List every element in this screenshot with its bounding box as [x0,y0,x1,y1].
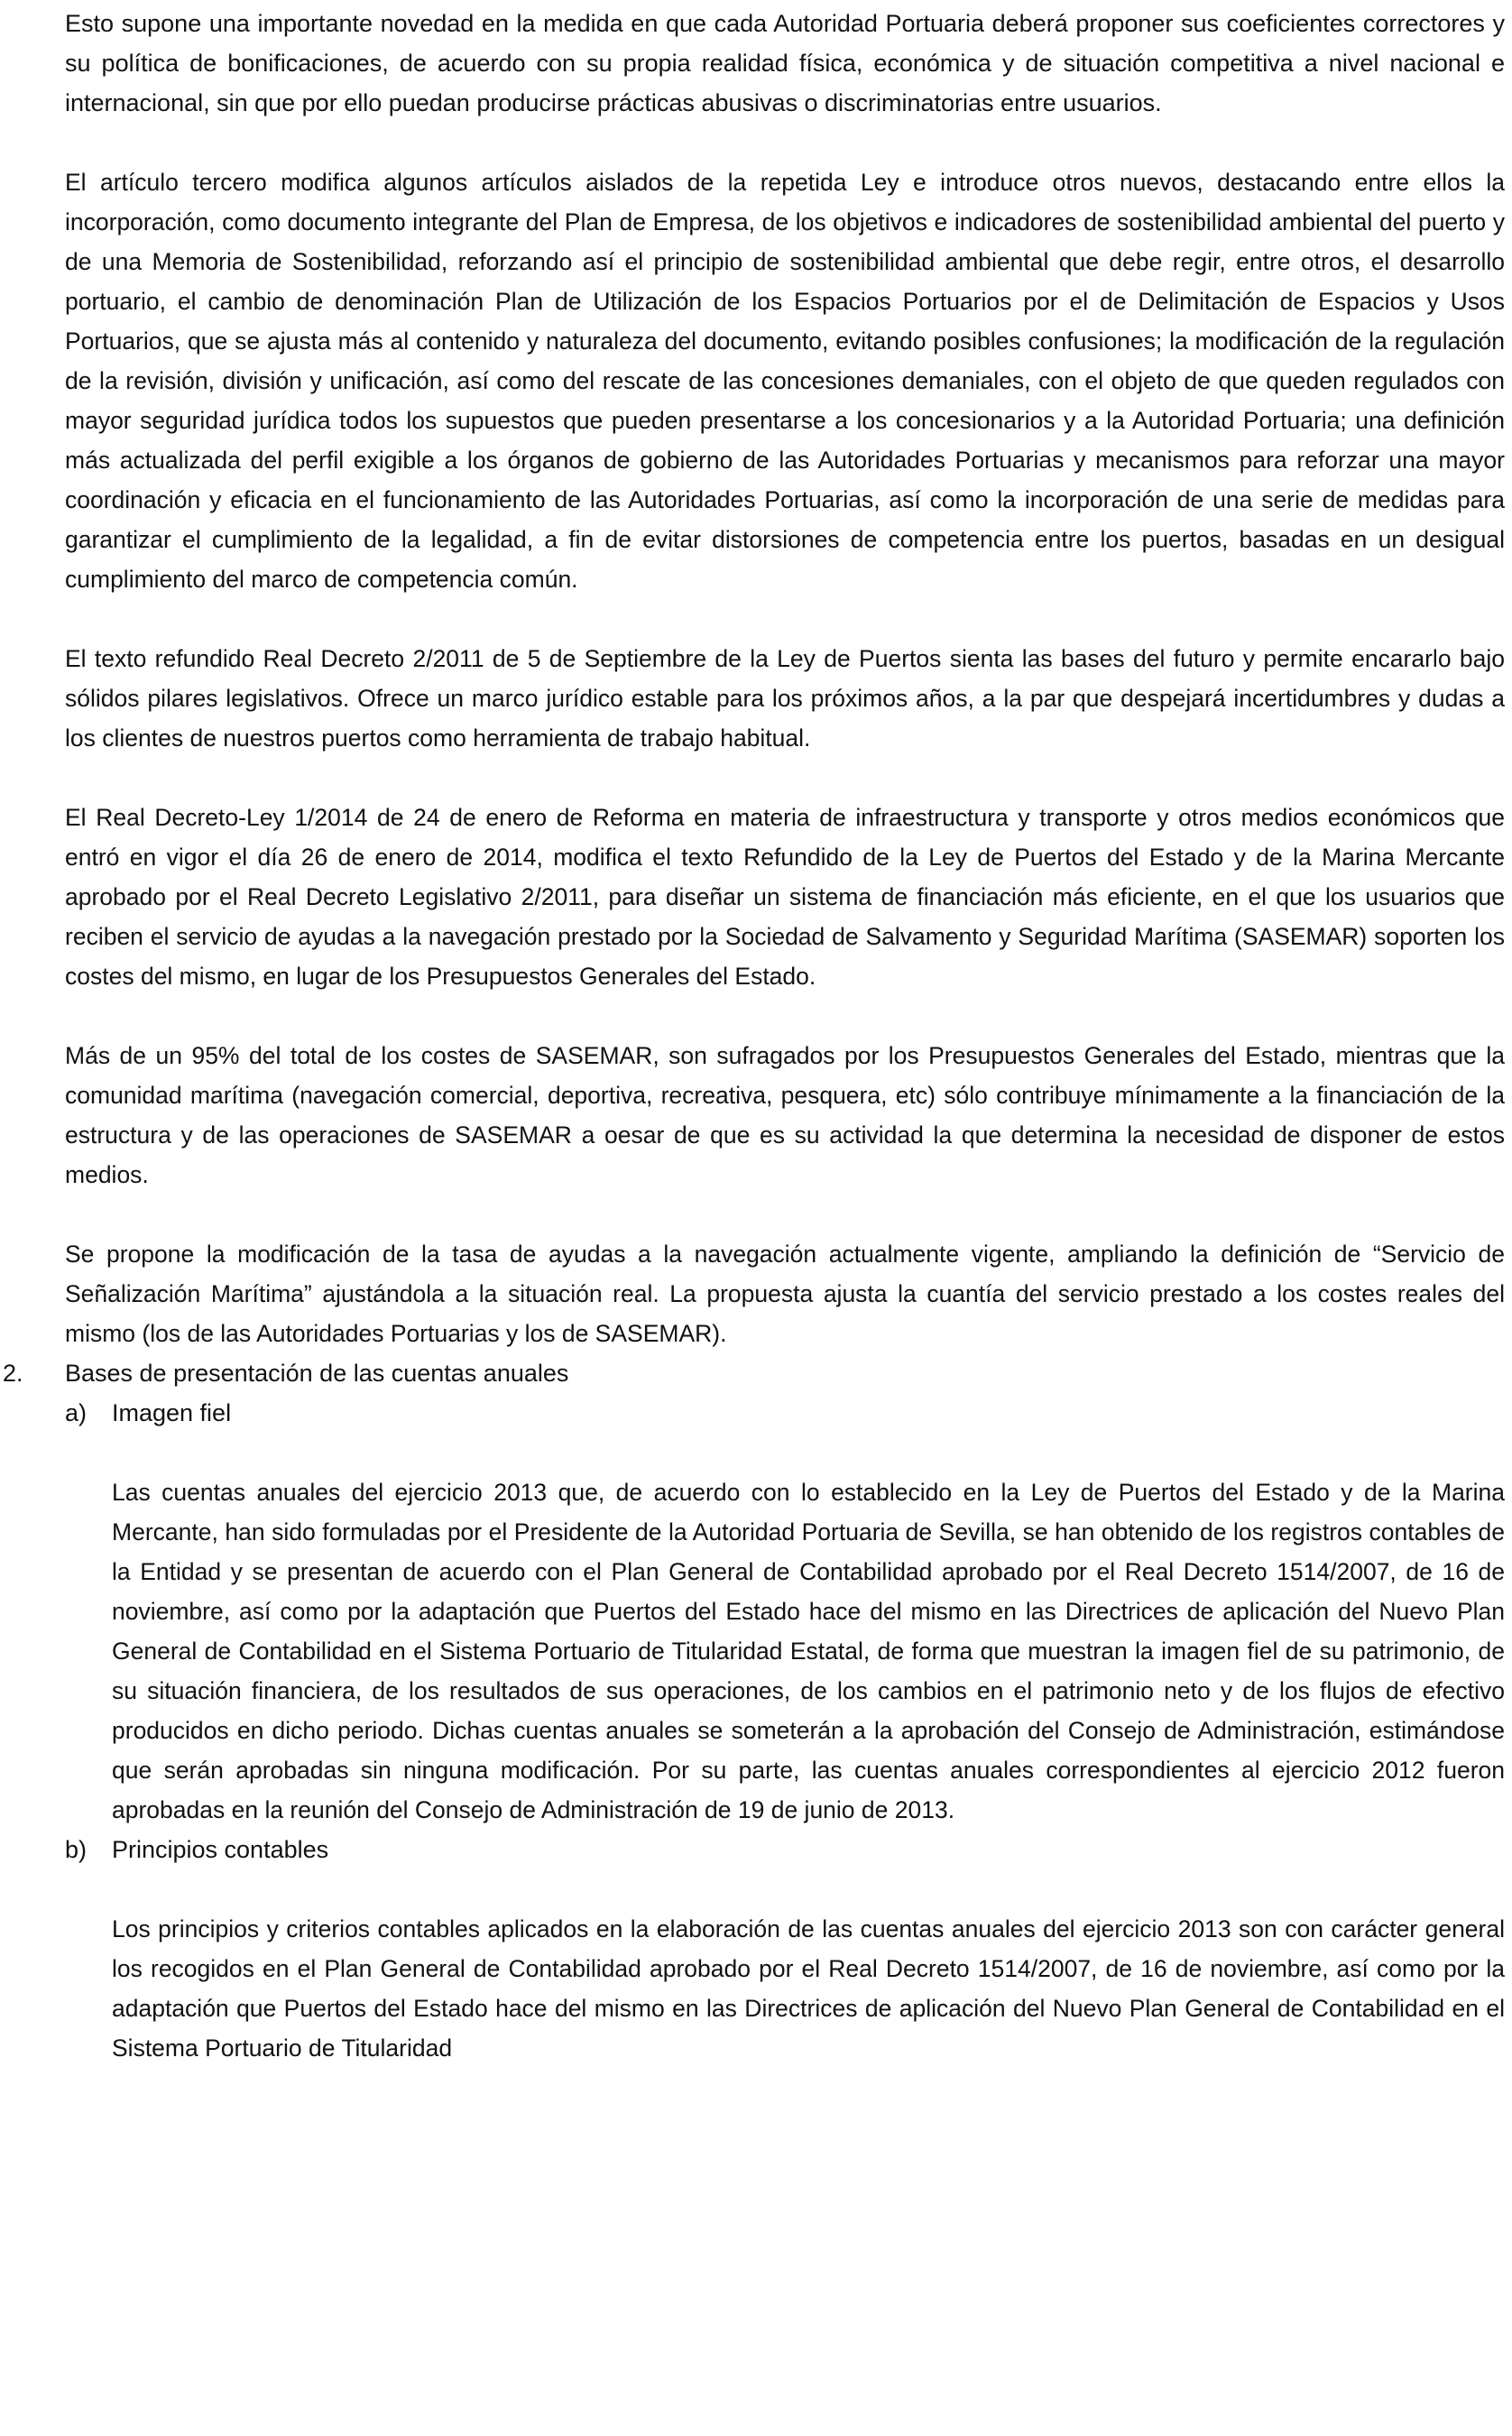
section-title: Bases de presentación de las cuentas anuales [65,1360,569,1387]
document-page [3,0,1508,2436]
paragraph-texto-refundido: El texto refundido Real Decreto 2/2011 de 5 de Septiembre de la Ley de Puertos sienta las bases del futuro y permite encararlo bajo sólidos pilares legislativos. Ofrece un marco jurídico estable para los próximos años, a la par que despejará incertidumbres y dudas a los clientes de nuestros puertos como herramienta de trabajo habitual. [65,645,1505,752]
section-heading-bases [3,1353,1508,1393]
paragraph-tasa-ayudas: Se propone la modificación de la tasa de ayudas a la navegación actualmente vigente, ampliando la definición de “Servicio de Señalización Marítima” ajustándola a la situación real. La propuesta ajusta la cuantía del servicio prestado a los costes reales del mismo (los de las Autoridades Portuarias y los de SASEMAR). [65,1241,1505,1347]
subsection-letter-a: a) [65,1399,88,1426]
paragraph-articulo-tercero: El artículo tercero modifica algunos artículos aislados de la repetida Ley e introduce otros nuevos, destacando entre ellos la incorporación, como documento integrante del Plan de Empresa, de los objetivos e indicadores de sostenibilidad ambiental del puerto y de una Memoria de Sostenibilidad, reforzando así el principio de sostenibilidad ambiental que debe regir, entre otros, el desarrollo portuario, el cambio de denominación Plan de Utilización de los Espacios Portuarios por el de Delimitación de Espacios y Usos Portuarios, que se ajusta más al contenido y naturaleza del documento, evitando posibles confusiones; la modificación de la regulación de la revisión, división y unificación, así como del rescate de las concesiones demaniales, con el objeto de que queden regulados con mayor seguridad jurídica todos los supuestos que pueden presentarse a los concesionarios y a la Autoridad Portuaria; una definición más actualizada del perfil exigible a los órganos de gobierno de las Autoridades Portuarias y mecanismos para reforzar una mayor coordinación y eficacia en el funcionamiento de las Autoridades Portuarias, así como la incorporación de una serie de medidas para garantizar el cumplimiento de la legalidad, a fin de evitar distorsiones de competencia entre los puertos, basadas en un desigual cumplimiento del marco de competencia común. [65,169,1505,593]
paragraph-imagen-fiel: Las cuentas anuales del ejercicio 2013 que, de acuerdo con lo establecido en la Ley de Puertos del Estado y de la Marina Mercante, han sido formuladas por el Presidente de la Autoridad Portuaria de Sevilla, se han obtenido de los registros contables de la Entidad y se presentan de acuerdo con el Plan General de Contabilidad aprobado por el Real Decreto 1514/2007, de 16 de noviembre, así como por la adaptación que Puertos del Estado hace del mismo en las Directrices de aplicación del Nuevo Plan General de Contabilidad en el Sistema Portuario de Titularidad Estatal, de forma que muestran la imagen fiel de su patrimonio, de su situación financiera, de los resultados de sus operaciones, de los cambios en el patrimonio neto y de los flujos de efectivo producidos en dicho periodo. Dichas cuentas anuales se someterán a la aprobación del Consejo de Administración, estimándose que serán aprobadas sin ninguna modificación. Por su parte, las cuentas anuales correspondientes al ejercicio 2012 fueron aprobadas en la reunión del Consejo de Administración de 19 de junio de 2013. [112,1479,1505,1823]
subsection-letter-b: b) [65,1836,88,1863]
paragraph-real-decreto-ley: El Real Decreto-Ley 1/2014 de 24 de enero de Reforma en materia de infraestructura y transporte y otros medios económicos que entró en vigor el día 26 de enero de 2014, modifica el texto Refundido de la Ley de Puertos del Estado y de la Marina Mercante aprobado por el Real Decreto Legislativo 2/2011, para diseñar un sistema de financiación más eficiente, en el que los usuarios que reciben el servicio de ayudas a la navegación prestado por la Sociedad de Salvamento y Seguridad Marítima (SASEMAR) soporten los costes del mismo, en lugar de los Presupuestos Generales del Estado. [65,804,1505,990]
paragraph-coeficientes: Esto supone una importante novedad en la medida en que cada Autoridad Portuaria deberá proponer sus coeficientes correctores y su política de bonificaciones, de acuerdo con su propia realidad física, económica y de situación competitiva a nivel nacional e internacional, sin que por ello puedan producirse prácticas abusivas o discriminatorias entre usuarios. [65,10,1505,116]
paragraph-principios-contables: Los principios y criterios contables aplicados en la elaboración de las cuentas anuales del ejercicio 2013 son con carácter general los recogidos en el Plan General de Contabilidad aprobado por el Real Decreto 1514/2007, de 16 de noviembre, así como por la adaptación que Puertos del Estado hace del mismo en las Directrices de aplicación del Nuevo Plan General de Contabilidad en el Sistema Portuario de Titularidad [112,1915,1505,2062]
paragraph-costes-sasemar: Más de un 95% del total de los costes de SASEMAR, son sufragados por los Presupuestos Generales del Estado, mientras que la comunidad marítima (navegación comercial, deportiva, recreativa, pesquera, etc) sólo contribuye mínimamente a la financiación de la estructura y de las operaciones de SASEMAR a oesar de que es su actividad la que determina la necesidad de disponer de estos medios. [65,1042,1505,1188]
subsection-heading-principios [65,1830,1508,1869]
subsection-title-a: Imagen fiel [112,1399,232,1426]
subsection-heading-imagen-fiel [65,1393,1508,1433]
section-number: 2. [3,1360,23,1387]
subsection-title-b: Principios contables [112,1836,329,1863]
